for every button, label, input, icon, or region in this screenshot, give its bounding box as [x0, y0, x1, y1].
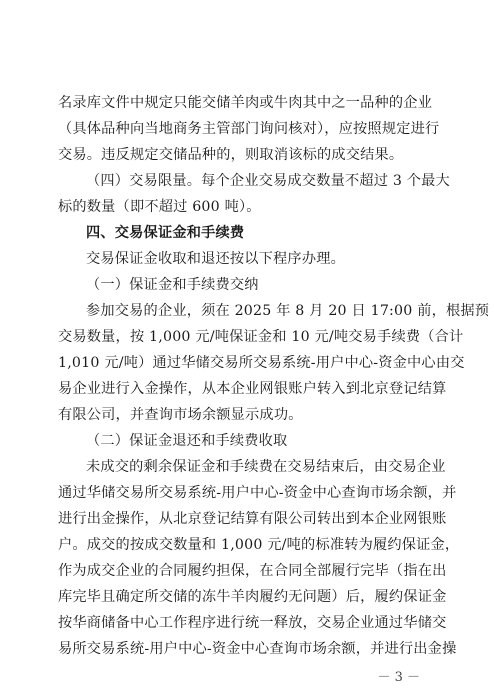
subsection-heading: （二）保证金退还和手续费收取 [86, 433, 288, 449]
page-number: － 3 － [377, 670, 420, 685]
text-line: 交易。违反规定交储品种的，则取消该标的成交结果。 [58, 147, 404, 163]
text-line: 交易数量，按 1,000 元/吨保证金和 10 元/吨交易手续费（合计 [58, 329, 464, 345]
text-line: 户。成交的按成交数量和 1,000 元/吨的标准转为履约保证金， [58, 537, 460, 553]
body-text [58, 90, 490, 662]
text-line: 有限公司，并查询市场余额显示成功。 [58, 407, 303, 423]
text-line: 标的数量（即不超过 600 吨）。 [58, 199, 261, 215]
text-line: 名录库文件中规定只能交储羊肉或牛肉其中之一品种的企业 [58, 95, 433, 111]
text-line: 易企业进行入金操作，从本企业网银账户转入到北京登记结算 [58, 381, 447, 397]
section-heading: 四、交易保证金和手续费 [86, 225, 245, 241]
text-line: 库完毕且确定所交储的冻牛羊肉履约无问题）后，履约保证金 [58, 589, 447, 605]
text-line: 1,010 元/吨）通过华储交易所交易系统-用户中心-资金中心由交 [58, 355, 465, 371]
text-line: 参加交易的企业，须在 2025 年 8 月 20 日 17:00 前，根据预 [86, 303, 490, 319]
text-line: （具体品种向当地商务主管部门询问核对），应按照规定进行 [58, 121, 440, 137]
paragraph-item-four: （四）交易限量。每个企业交易成交数量不超过 3 个最大 [86, 173, 450, 189]
text-line: 未成交的剩余保证金和手续费在交易结束后，由交易企业 [86, 459, 446, 475]
text-line: 进行出金操作，从北京登记结算有限公司转出到本企业网银账 [58, 511, 447, 527]
text-line: 通过华储交易所交易系统-用户中心-资金中心查询市场余额，并 [58, 485, 457, 501]
subsection-heading: （一）保证金和手续费交纳 [86, 277, 259, 293]
text-line: 按华商储备中心工作程序进行统一释放，交易企业通过华储交 [58, 615, 447, 631]
text-line: 作为成交企业的合同履约担保，在合同全部履行完毕（指在出 [58, 563, 447, 579]
text-line: 易所交易系统-用户中心-资金中心查询市场余额，并进行出金操 [58, 641, 457, 657]
text-line: 交易保证金收取和退还按以下程序办理。 [86, 251, 345, 267]
